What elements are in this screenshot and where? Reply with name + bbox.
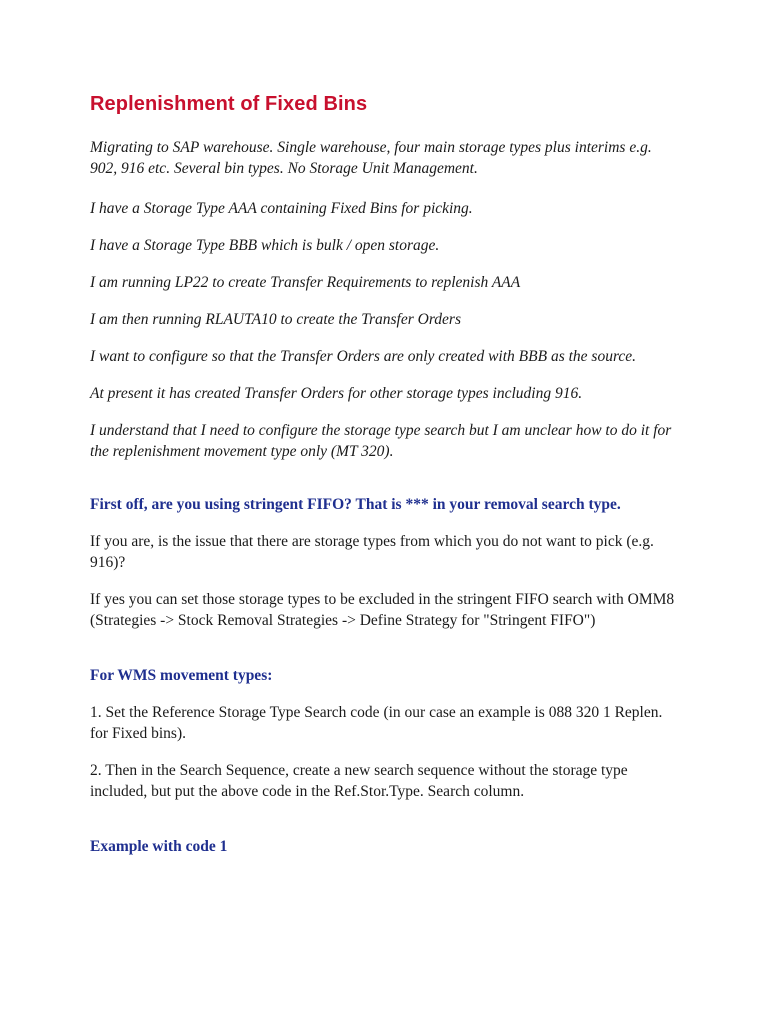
question-paragraph-5: I am then running RLAUTA10 to create the Transfer Orders <box>90 311 461 328</box>
question-paragraph-6: I want to configure so that the Transfer Orders are only created with BBB as the source. <box>90 348 637 365</box>
question-paragraph-4: I am running LP22 to create Transfer Requirements to replenish AAA <box>90 274 521 291</box>
document-page <box>90 93 680 857</box>
fifo-paragraph-1: If you are, is the issue that there are storage types from which you do not want to pick (e.g. 916)? <box>90 533 654 571</box>
wms-step-1: 1. Set the Reference Storage Type Search code (in our case an example is 088 320 1 Replen. for Fixed bins). <box>90 704 663 742</box>
heading-stringent-fifo: First off, are you using stringent FIFO? That is *** in your removal search type. <box>90 496 621 513</box>
heading-wms-movement-types: For WMS movement types: <box>90 667 273 684</box>
question-paragraph-7: At present it has created Transfer Orders for other storage types including 916. <box>90 385 583 402</box>
question-paragraph-8: I understand that I need to configure the storage type search but I am unclear how to do it for the replenishment movement type only (MT 320). <box>90 422 672 460</box>
wms-step-2: 2. Then in the Search Sequence, create a new search sequence without the storage type included, but put the above code in the Ref.Stor.Type. Search column. <box>90 762 628 800</box>
heading-example-code-1: Example with code 1 <box>90 838 228 855</box>
fifo-paragraph-2: If yes you can set those storage types to be excluded in the stringent FIFO search with OMM8 (Strategies -> Stock Removal Strategies -> Define Strategy for "Stringent FIFO") <box>90 591 675 629</box>
page-title: Replenishment of Fixed Bins <box>90 93 368 115</box>
question-paragraph-1: Migrating to SAP warehouse. Single warehouse, four main storage types plus interims e.g. 902, 916 etc. Several bin types. No Storage Unit Management. <box>90 139 652 177</box>
question-paragraph-3: I have a Storage Type BBB which is bulk / open storage. <box>90 237 440 254</box>
question-paragraph-2: I have a Storage Type AAA containing Fixed Bins for picking. <box>90 200 473 217</box>
